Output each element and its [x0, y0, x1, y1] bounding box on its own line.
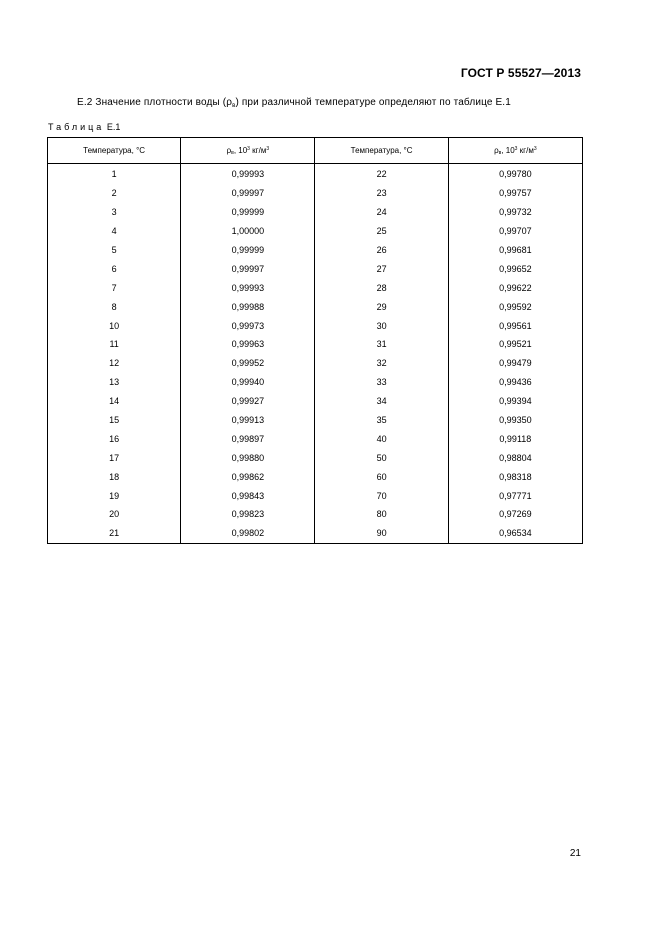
right-temperature-cell: 27: [315, 259, 448, 278]
right-density-cell: 0,97269: [448, 505, 582, 524]
right-temperature-cell: 23: [315, 184, 448, 203]
right-density-cell: 0,99622: [448, 278, 582, 297]
left-density-cell: 0,99843: [181, 486, 315, 505]
table-row: [48, 222, 583, 241]
table-row: [48, 354, 583, 373]
left-density-cell: 0,99952: [181, 354, 315, 373]
left-temperature-cell: 4: [48, 222, 181, 241]
table-caption: [48, 122, 120, 132]
right-temperature-cell: 25: [315, 222, 448, 241]
left-temperature-cell: 16: [48, 429, 181, 448]
header-density-right: $\rho_в$, $10^3$ $кг/м^3$: [448, 138, 582, 164]
right-density-cell: 0,96534: [448, 524, 582, 543]
intro-text-after: ) при различной температуре определяют по таблице Е.1: [235, 97, 511, 108]
density-table: [47, 137, 583, 544]
left-density-cell: 0,99862: [181, 467, 315, 486]
left-density-cell: 0,99963: [181, 335, 315, 354]
intro-text-before: Е.2 Значение плотности воды (ρ: [77, 97, 233, 108]
right-density-cell: 0,99521: [448, 335, 582, 354]
table-body: [48, 164, 583, 544]
table-caption-number: Е.1: [106, 122, 121, 132]
table-row: [48, 524, 583, 543]
left-temperature-cell: 18: [48, 467, 181, 486]
right-density-cell: 0,98804: [448, 448, 582, 467]
table-row: [48, 241, 583, 260]
left-density-cell: 0,99988: [181, 297, 315, 316]
right-density-cell: 0,99118: [448, 429, 582, 448]
table-row: [48, 392, 583, 411]
table-row: [48, 203, 583, 222]
table-row: [48, 448, 583, 467]
header-density-left: $\rho_в$, $10^3$ $кг/м^3$: [181, 138, 315, 164]
left-density-cell: 0,99823: [181, 505, 315, 524]
table-row: [48, 259, 583, 278]
right-density-cell: 0,99757: [448, 184, 582, 203]
right-temperature-cell: 35: [315, 411, 448, 430]
table-row: [48, 486, 583, 505]
right-temperature-cell: 28: [315, 278, 448, 297]
right-temperature-cell: 31: [315, 335, 448, 354]
table-row: [48, 373, 583, 392]
right-density-cell: 0,99350: [448, 411, 582, 430]
left-temperature-cell: 13: [48, 373, 181, 392]
left-temperature-cell: 7: [48, 278, 181, 297]
table-row: [48, 184, 583, 203]
left-temperature-cell: 6: [48, 259, 181, 278]
table-header-row: [48, 138, 583, 164]
left-density-cell: 0,99802: [181, 524, 315, 543]
right-temperature-cell: 70: [315, 486, 448, 505]
left-density-cell: 0,99999: [181, 241, 315, 260]
right-density-cell: 0,97771: [448, 486, 582, 505]
right-temperature-cell: 32: [315, 354, 448, 373]
left-density-cell: 0,99997: [181, 184, 315, 203]
left-density-cell: 0,99927: [181, 392, 315, 411]
header-temperature-right: Температура, °С: [315, 138, 448, 164]
right-density-cell: 0,99652: [448, 259, 582, 278]
left-temperature-cell: 15: [48, 411, 181, 430]
right-temperature-cell: 34: [315, 392, 448, 411]
right-density-cell: 0,99394: [448, 392, 582, 411]
right-temperature-cell: 80: [315, 505, 448, 524]
left-density-cell: 1,00000: [181, 222, 315, 241]
right-density-cell: 0,99592: [448, 297, 582, 316]
intro-subscript: в: [232, 103, 236, 109]
table-row: [48, 297, 583, 316]
intro-paragraph: [77, 97, 511, 109]
left-density-cell: 0,99897: [181, 429, 315, 448]
right-temperature-cell: 40: [315, 429, 448, 448]
right-temperature-cell: 22: [315, 164, 448, 184]
table-row: [48, 278, 583, 297]
table-row: [48, 411, 583, 430]
right-density-cell: 0,98318: [448, 467, 582, 486]
table-row: [48, 335, 583, 354]
left-temperature-cell: 12: [48, 354, 181, 373]
left-temperature-cell: 11: [48, 335, 181, 354]
left-density-cell: 0,99913: [181, 411, 315, 430]
left-density-cell: 0,99940: [181, 373, 315, 392]
right-density-cell: 0,99732: [448, 203, 582, 222]
header-temperature-left: Температура, °С: [48, 138, 181, 164]
right-temperature-cell: 60: [315, 467, 448, 486]
table-row: [48, 467, 583, 486]
left-temperature-cell: 17: [48, 448, 181, 467]
right-temperature-cell: 30: [315, 316, 448, 335]
right-temperature-cell: 50: [315, 448, 448, 467]
right-density-cell: 0,99780: [448, 164, 582, 184]
table-row: [48, 316, 583, 335]
table-caption-word: Таблица: [48, 122, 105, 132]
left-temperature-cell: 1: [48, 164, 181, 184]
left-density-cell: 0,99999: [181, 203, 315, 222]
table-row: [48, 164, 583, 184]
left-temperature-cell: 8: [48, 297, 181, 316]
page-number: 21: [569, 848, 581, 859]
left-temperature-cell: 5: [48, 241, 181, 260]
right-density-cell: 0,99436: [448, 373, 582, 392]
left-density-cell: 0,99973: [181, 316, 315, 335]
right-temperature-cell: 33: [315, 373, 448, 392]
left-temperature-cell: 19: [48, 486, 181, 505]
left-temperature-cell: 2: [48, 184, 181, 203]
left-temperature-cell: 10: [48, 316, 181, 335]
left-temperature-cell: 20: [48, 505, 181, 524]
right-density-cell: 0,99479: [448, 354, 582, 373]
table-row: [48, 505, 583, 524]
right-density-cell: 0,99561: [448, 316, 582, 335]
left-temperature-cell: 3: [48, 203, 181, 222]
right-density-cell: 0,99707: [448, 222, 582, 241]
left-density-cell: 0,99993: [181, 164, 315, 184]
left-density-cell: 0,99880: [181, 448, 315, 467]
right-temperature-cell: 90: [315, 524, 448, 543]
right-temperature-cell: 29: [315, 297, 448, 316]
right-temperature-cell: 26: [315, 241, 448, 260]
right-temperature-cell: 24: [315, 203, 448, 222]
right-density-cell: 0,99681: [448, 241, 582, 260]
table-row: [48, 429, 583, 448]
document-id: ГОСТ Р 55527—2013: [460, 66, 581, 80]
left-temperature-cell: 21: [48, 524, 181, 543]
left-temperature-cell: 14: [48, 392, 181, 411]
left-density-cell: 0,99993: [181, 278, 315, 297]
left-density-cell: 0,99997: [181, 259, 315, 278]
